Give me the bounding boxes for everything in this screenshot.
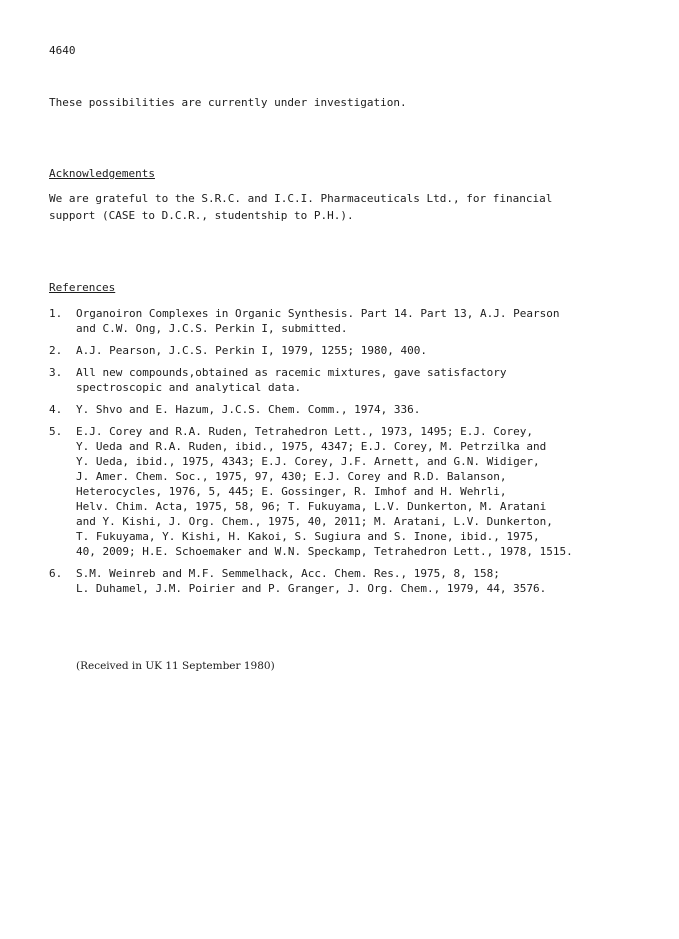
page-number: 4640 bbox=[49, 44, 76, 57]
reference-line: All new compounds,obtained as racemic mixtures, gave satisfactory bbox=[76, 366, 507, 379]
reference-line: A.J. Pearson, J.C.S. Perkin I, 1979, 1255; 1980, 400. bbox=[76, 344, 427, 357]
reference-item bbox=[49, 343, 639, 358]
acknowledgements-text bbox=[49, 191, 639, 225]
reference-item bbox=[49, 424, 639, 559]
reference-number: 2. bbox=[49, 344, 63, 357]
received-date: (Received in UK 11 September 1980) bbox=[76, 660, 275, 672]
reference-number: 3. bbox=[49, 366, 63, 379]
reference-line: Heterocycles, 1976, 5, 445; E. Gossinger, R. Imhof and H. Wehrli, bbox=[76, 485, 507, 498]
reference-line: Organoiron Complexes in Organic Synthesis. Part 14. Part 13, A.J. Pearson bbox=[76, 307, 560, 320]
reference-list bbox=[49, 306, 639, 603]
reference-line: spectroscopic and analytical data. bbox=[76, 381, 302, 394]
references-heading: References bbox=[49, 281, 116, 294]
reference-line: Y. Ueda, ibid., 1975, 4343; E.J. Corey, J.F. Arnett, and G.N. Widiger, bbox=[76, 455, 540, 468]
reference-line: Helv. Chim. Acta, 1975, 58, 96; T. Fukuyama, L.V. Dunkerton, M. Aratani bbox=[76, 500, 547, 513]
reference-line: and Y. Kishi, J. Org. Chem., 1975, 40, 2011; M. Aratani, L.V. Dunkerton, bbox=[76, 515, 553, 528]
reference-line: Y. Ueda and R.A. Ruden, ibid., 1975, 4347; E.J. Corey, M. Petrzilka and bbox=[76, 440, 547, 453]
reference-line: Y. Shvo and E. Hazum, J.C.S. Chem. Comm., 1974, 336. bbox=[76, 403, 421, 416]
reference-line: E.J. Corey and R.A. Ruden, Tetrahedron Lett., 1973, 1495; E.J. Corey, bbox=[76, 425, 533, 438]
acknowledgements-heading: Acknowledgements bbox=[49, 167, 155, 180]
reference-line: L. Duhamel, J.M. Poirier and P. Granger, J. Org. Chem., 1979, 44, 3576. bbox=[76, 582, 547, 595]
reference-line: T. Fukuyama, Y. Kishi, H. Kakoi, S. Sugiura and S. Inone, ibid., 1975, bbox=[76, 530, 540, 543]
reference-line: S.M. Weinreb and M.F. Semmelhack, Acc. Chem. Res., 1975, 8, 158; bbox=[76, 567, 500, 580]
reference-line: and C.W. Ong, J.C.S. Perkin I, submitted. bbox=[76, 322, 348, 335]
reference-item bbox=[49, 306, 639, 336]
acknowledgements-line: support (CASE to D.C.R., studentship to P.H.). bbox=[49, 209, 354, 222]
intro-paragraph: These possibilities are currently under investigation. bbox=[49, 96, 407, 109]
reference-line: J. Amer. Chem. Soc., 1975, 97, 430; E.J. Corey and R.D. Balanson, bbox=[76, 470, 507, 483]
reference-number: 6. bbox=[49, 567, 63, 580]
reference-number: 5. bbox=[49, 425, 63, 438]
reference-line: 40, 2009; H.E. Schoemaker and W.N. Speckamp, Tetrahedron Lett., 1978, 1515. bbox=[76, 545, 573, 558]
reference-number: 1. bbox=[49, 307, 63, 320]
reference-item bbox=[49, 365, 639, 395]
reference-item bbox=[49, 566, 639, 596]
acknowledgements-line: We are grateful to the S.R.C. and I.C.I. Pharmaceuticals Ltd., for financial bbox=[49, 192, 553, 205]
reference-number: 4. bbox=[49, 403, 63, 416]
reference-item bbox=[49, 402, 639, 417]
